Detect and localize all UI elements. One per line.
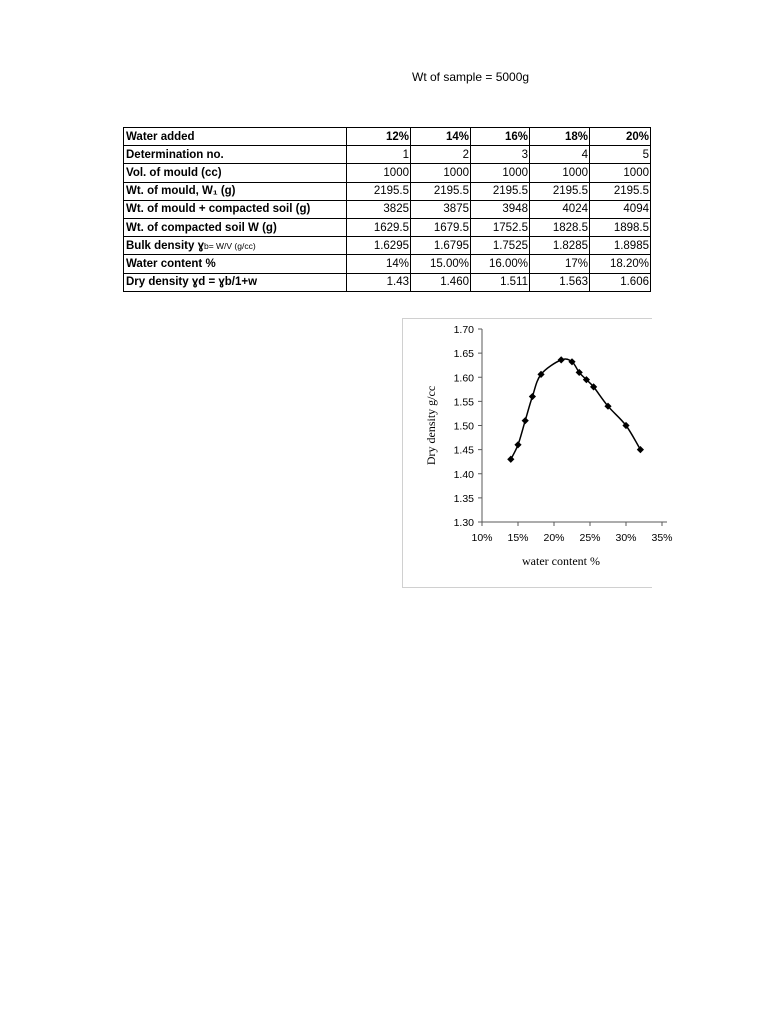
- x-tick-label: 35%: [651, 532, 673, 544]
- table-cell: 15.00%: [411, 255, 471, 273]
- table-cell: 4: [530, 146, 590, 164]
- x-tick-label: 25%: [579, 532, 601, 544]
- y-tick-label: 1.30: [453, 517, 474, 529]
- row-label: [124, 182, 347, 200]
- table-cell: 1.43: [347, 273, 411, 291]
- table-cell: 3825: [347, 200, 411, 218]
- table-cell: 1629.5: [347, 218, 411, 236]
- row-label: [124, 218, 347, 236]
- compaction-data-table: [123, 127, 651, 292]
- row-label-subscript: b= W/V (g/cc): [203, 240, 256, 251]
- table-cell: 1898.5: [590, 218, 651, 236]
- table-cell: 14%: [411, 128, 471, 146]
- row-label-text: Wt. of compacted soil W (g): [126, 221, 277, 234]
- row-label: [124, 200, 347, 218]
- x-tick-label: 15%: [507, 532, 529, 544]
- row-label: [124, 237, 347, 255]
- table-cell: 18%: [530, 128, 590, 146]
- table-cell: 2195.5: [411, 182, 471, 200]
- data-point-marker: [507, 456, 514, 463]
- row-label-text: Wt. of mould, W₁ (g): [126, 185, 236, 198]
- table-row: [124, 200, 651, 218]
- table-row: [124, 128, 651, 146]
- y-tick-label: 1.60: [453, 372, 474, 385]
- table-row: [124, 255, 651, 273]
- table-row: [124, 182, 651, 200]
- data-point-marker: [529, 393, 536, 400]
- table-cell: 3: [471, 146, 530, 164]
- table-cell: 12%: [347, 128, 411, 146]
- data-point-marker: [522, 417, 529, 424]
- table-row: [124, 146, 651, 164]
- row-label: [124, 128, 347, 146]
- table-cell: 16%: [471, 128, 530, 146]
- x-tick-label: 10%: [471, 532, 493, 544]
- sample-weight-title: Wt of sample = 5000g: [412, 70, 530, 84]
- table-cell: 4024: [530, 200, 590, 218]
- row-label: [124, 146, 347, 164]
- data-point-marker: [637, 446, 644, 453]
- table-cell: 2195.5: [530, 182, 590, 200]
- row-label-text: Water added: [126, 130, 195, 143]
- y-tick-label: 1.65: [453, 348, 474, 361]
- row-label-text: Dry density ɣd = ɣb/1+w: [126, 276, 258, 289]
- x-tick-label: 30%: [615, 532, 637, 544]
- row-label: [124, 164, 347, 182]
- table-cell: 17%: [530, 255, 590, 273]
- y-tick-label: 1.70: [453, 324, 474, 336]
- table-row: [124, 218, 651, 236]
- table-cell: 1000: [590, 164, 651, 182]
- data-point-marker: [558, 356, 565, 363]
- table-cell: 1.8985: [590, 237, 651, 255]
- table-cell: 1679.5: [411, 218, 471, 236]
- table-cell: 1.7525: [471, 237, 530, 255]
- table-cell: 16.00%: [471, 255, 530, 273]
- table-row: [124, 164, 651, 182]
- compaction-curve-chart: [402, 318, 673, 588]
- table-cell: 1000: [347, 164, 411, 182]
- table-cell: 1000: [530, 164, 590, 182]
- row-label-text: Water content %: [126, 257, 216, 270]
- table-cell: 1.606: [590, 273, 651, 291]
- table-cell: 1.6795: [411, 237, 471, 255]
- table-cell: 2: [411, 146, 471, 164]
- table-cell: 1.6295: [347, 237, 411, 255]
- table-cell: 2195.5: [347, 182, 411, 200]
- series-line: [511, 359, 641, 459]
- chart-svg: [403, 319, 673, 589]
- table-cell: 1: [347, 146, 411, 164]
- table-cell: 2195.5: [590, 182, 651, 200]
- table-cell: 4094: [590, 200, 651, 218]
- row-label-text: Bulk density ɣ: [126, 239, 204, 252]
- row-label-text: Wt. of mould + compacted soil (g): [126, 203, 311, 216]
- table-cell: 1752.5: [471, 218, 530, 236]
- table-cell: 3875: [411, 200, 471, 218]
- table-row: [124, 273, 651, 291]
- row-label: [124, 255, 347, 273]
- table-cell: 1828.5: [530, 218, 590, 236]
- row-label-text: Vol. of mould (cc): [126, 166, 222, 179]
- y-tick-label: 1.50: [453, 420, 474, 433]
- y-axis-title: Dry density g/cc: [424, 385, 438, 466]
- table-cell: 1.8285: [530, 237, 590, 255]
- x-tick-label: 20%: [543, 532, 565, 544]
- table-cell: 1.563: [530, 273, 590, 291]
- table-cell: 1.460: [411, 273, 471, 291]
- table-cell: 20%: [590, 128, 651, 146]
- y-tick-label: 1.45: [453, 444, 474, 457]
- data-point-marker: [514, 441, 521, 448]
- table-cell: 14%: [347, 255, 411, 273]
- table-cell: 18.20%: [590, 255, 651, 273]
- x-axis-title: water content %: [522, 554, 600, 568]
- y-tick-label: 1.55: [453, 396, 474, 409]
- table-cell: 3948: [471, 200, 530, 218]
- table-cell: 1.511: [471, 273, 530, 291]
- table-cell: 1000: [471, 164, 530, 182]
- table-row: [124, 237, 651, 255]
- y-tick-label: 1.35: [453, 492, 474, 505]
- row-label: [124, 273, 347, 291]
- y-tick-label: 1.40: [453, 468, 474, 481]
- table-cell: 5: [590, 146, 651, 164]
- table-cell: 2195.5: [471, 182, 530, 200]
- row-label-text: Determination no.: [126, 148, 224, 161]
- table-cell: 1000: [411, 164, 471, 182]
